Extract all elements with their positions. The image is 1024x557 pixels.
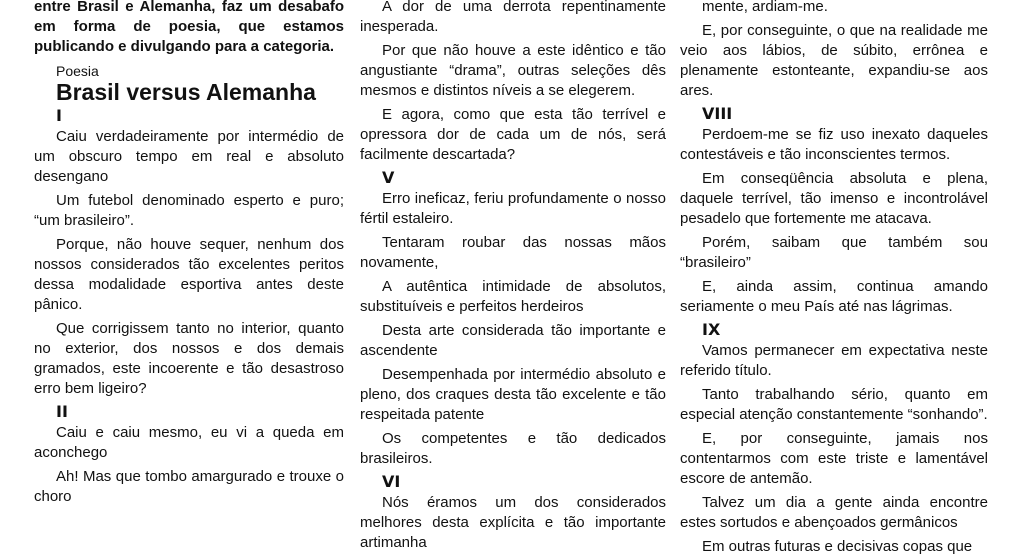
section-kicker: Poesia bbox=[56, 63, 99, 79]
verse-line: Que corrigissem tanto no interior, quanto no exterior, dos nossos e dos demais gramados, este incoerente e tão desastroso erro bem ligeiro? bbox=[34, 320, 344, 397]
verse-line: Porém, saibam que também sou “brasileiro” bbox=[680, 234, 988, 271]
column-3 bbox=[680, 0, 988, 555]
verse-line: A dor de uma derrota repentinamente inesperada. bbox=[360, 0, 666, 35]
verse-line: Perdoem-me se fiz uso inexato daqueles contestáveis e tão inconscientes termos. bbox=[680, 126, 988, 163]
verse-line: mente, ardiam-me. bbox=[702, 0, 828, 15]
verse-line: Os competentes e tão dedicados brasileiros. bbox=[360, 430, 666, 467]
stanza-number: I bbox=[56, 106, 62, 125]
verse-line: Em conseqüência absoluta e plena, daquele terrível, tão imenso e incontrolável pesadelo que fortemente me atacava. bbox=[680, 170, 988, 227]
verse-line: Ah! Mas que tombo amargurado e trouxe o choro bbox=[34, 468, 344, 505]
stanza-number: VI bbox=[382, 472, 401, 491]
lead-paragraph: entre Brasil e Alemanha, faz um desabafo em forma de poesia, que estamos publicando e divulgando para a categoria. bbox=[34, 0, 344, 55]
verse-line: Desempenhada por intermédio absoluto e pleno, dos craques desta tão excelente e tão respeitada patente bbox=[360, 366, 666, 423]
verse-line: Caiu e caiu mesmo, eu vi a queda em aconchego bbox=[34, 424, 344, 461]
stanza-number: IX bbox=[702, 320, 721, 339]
verse-line: Tentaram roubar das nossas mãos novamente, bbox=[360, 234, 666, 271]
poem-title: Brasil versus Alemanha bbox=[56, 79, 316, 105]
verse-line: Vamos permanecer em expectativa neste referido título. bbox=[680, 342, 988, 379]
verse-line: Caiu verdadeiramente por intermédio de um obscuro tempo em real e absoluto desengano bbox=[34, 128, 344, 185]
verse-line: E agora, como que esta tão terrível e opressora dor de cada um de nós, será facilmente descartada? bbox=[360, 106, 666, 163]
verse-line: A autêntica intimidade de absolutos, substituíveis e perfeitos herdeiros bbox=[360, 278, 666, 315]
stanza-number: V bbox=[382, 168, 395, 187]
verse-line: E, ainda assim, continua amando seriamente o meu País até nas lágrimas. bbox=[680, 278, 988, 315]
verse-line: Nós éramos um dos considerados melhores desta explícita e tão importante artimanha bbox=[360, 494, 666, 551]
verse-line: Desta arte considerada tão importante e ascendente bbox=[360, 322, 666, 359]
verse-line: Tanto trabalhando sério, quanto em especial atenção constantemente “sonhando”. bbox=[680, 386, 988, 423]
verse-line: Erro ineficaz, feriu profundamente o nosso fértil estaleiro. bbox=[360, 190, 666, 227]
verse-line: Porque, não houve sequer, nenhum dos nossos considerados tão excelentes peritos dessa modalidade esportiva antes deste pânico. bbox=[34, 236, 344, 313]
verse-line: E, por conseguinte, jamais nos contentarmos com este triste e lamentável escore de antemão. bbox=[680, 430, 988, 487]
verse-line: E, por conseguinte, o que na realidade me veio aos lábios, de súbito, errônea e plenamente estonteante, expandiu-se aos ares. bbox=[680, 22, 988, 99]
verse-line: Em outras futuras e decisivas copas que bbox=[702, 538, 973, 555]
verse-line: Talvez um dia a gente ainda encontre estes sortudos e abençoados germânicos bbox=[680, 494, 988, 531]
stanza-number: VIII bbox=[702, 104, 733, 123]
stanza-number: II bbox=[56, 402, 68, 421]
verse-line: Por que não houve a este idêntico e tão angustiante “drama”, outras seleções dês mesmos e distintos níveis a se elegerem. bbox=[360, 42, 666, 99]
verse-line: Um futebol denominado esperto e puro; “um brasileiro”. bbox=[34, 192, 344, 229]
column-1 bbox=[34, 0, 344, 505]
column-2 bbox=[360, 0, 666, 551]
